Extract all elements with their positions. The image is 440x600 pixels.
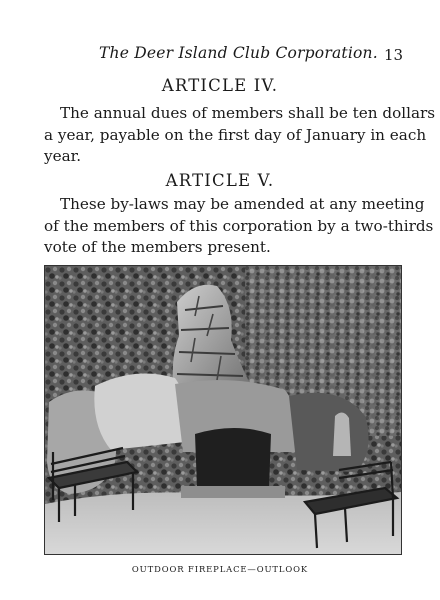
article-iv-text [44,103,436,168]
text-line: a year, payable on the first day of January in each [44,125,427,144]
article-iv-heading: ARTICLE IV. [161,76,279,95]
hearth-slab [181,486,285,498]
text-line: These by-laws may be amended at any meeting [60,195,425,213]
article-v-text [44,194,434,259]
text-line: The annual dues of members shall be ten dollars [60,104,436,122]
running-header [0,44,440,68]
article-v-heading: ARTICLE V. [165,171,275,190]
hearth-left-rock [94,374,188,451]
photo-illustration [45,266,401,554]
fireplace-opening [195,428,271,488]
outdoor-fireplace-photo [44,265,402,555]
text-line: vote of the members present. [44,238,271,256]
page-number: 13 [384,46,404,64]
text-line: year. [44,147,82,165]
figure [333,412,351,456]
text-line: of the members of this corporation by a two-thirds [44,216,434,235]
running-header-title: The Deer Island Club Corporation. [99,44,378,62]
figure-caption: OUTDOOR FIREPLACE—OUTLOOK [131,564,309,574]
